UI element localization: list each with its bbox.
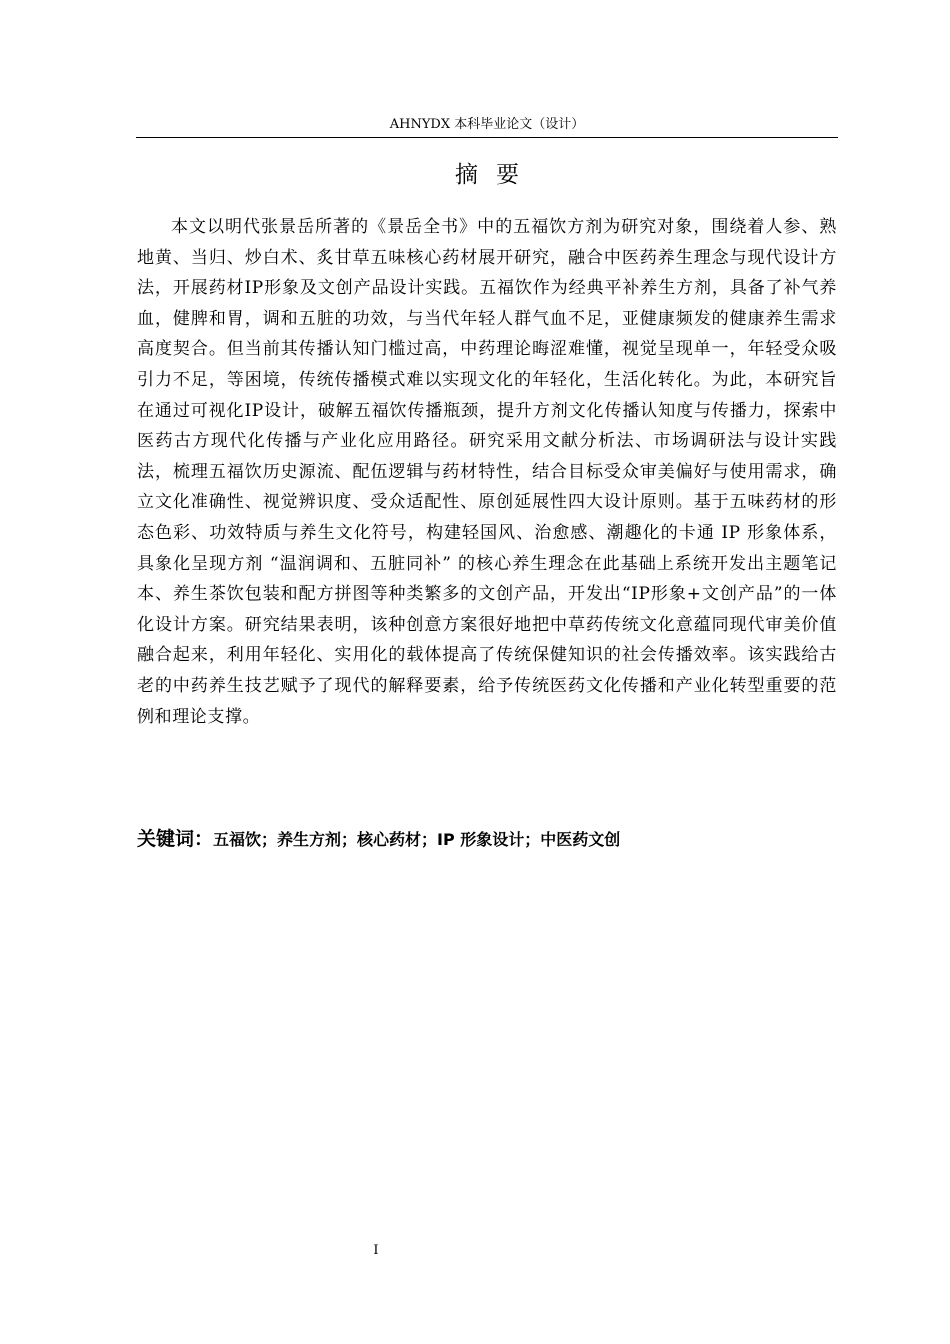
running-header: AHNYDX 本科毕业论文（设计） bbox=[389, 117, 585, 132]
header-rule bbox=[136, 137, 838, 138]
keywords-label: 关键词： bbox=[137, 828, 214, 850]
page-number: I bbox=[373, 1243, 379, 1258]
abstract-body: 本文以明代张景岳所著的《景岳全书》中的五福饮方剂为研究对象，围绕着人参、熟地黄、当归、炒白术、炙甘草五味核心药材展开研究，融合中医药养生理念与现代设计方法，开展药材IP形象及文创产品设计实践。五福饮作为经典平补养生方剂，具备了补气养血，健脾和胃，调和五脏的功效，与当代年轻人群气血不足，亚健康频发的健康养生需求高度契合。但当前其传播认知门槛过高，中药理论晦涩难懂，视觉呈现单一，年轻受众吸引力不足，等困境，传统传播模式难以实现文化的年轻化，生活化转化。为此，本研究旨在通过可视化IP设计，破解五福饮传播瓶颈，提升方剂文化传播认知度与传播力，探索中医药古方现代化传播与产业化应用路径。研究采用文献分析法、市场调研法与设计实践法，梳理五福饮历史源流、配伍逻辑与药材特性，结合目标受众审美偏好与使用需求，确立文化准确性、视觉辨识度、受众适配性、原创延展性四大设计原则。基于五味药材的形态色彩、功效特质与养生文化符号，构建轻国风、治愈感、潮趣化的卡通 IP 形象体系，具象化呈现方剂 “温润调和、五脏同补” 的核心养生理念在此基础上系统开发出主题笔记本、养生茶饮包装和配方拼图等种类繁多的文创产品，开发出“IP形象+文创产品”的一体化设计方案。研究结果表明，该种创意方案很好地把中草药传统文化意蕴同现代审美价值融合起来，利用年轻化、实用化的载体提高了传统保健知识的社会传播效率。该实践给古老的中药养生技艺赋予了现代的解释要素，给予传统医药文化传播和产业化转型重要的范例和理论支撑。 bbox=[137, 217, 837, 727]
abstract-title: 摘要 bbox=[455, 162, 537, 188]
keywords-values: 五福饮；养生方剂；核心药材；IP 形象设计；中医药文创 bbox=[213, 830, 621, 849]
keywords-line bbox=[137, 824, 837, 855]
